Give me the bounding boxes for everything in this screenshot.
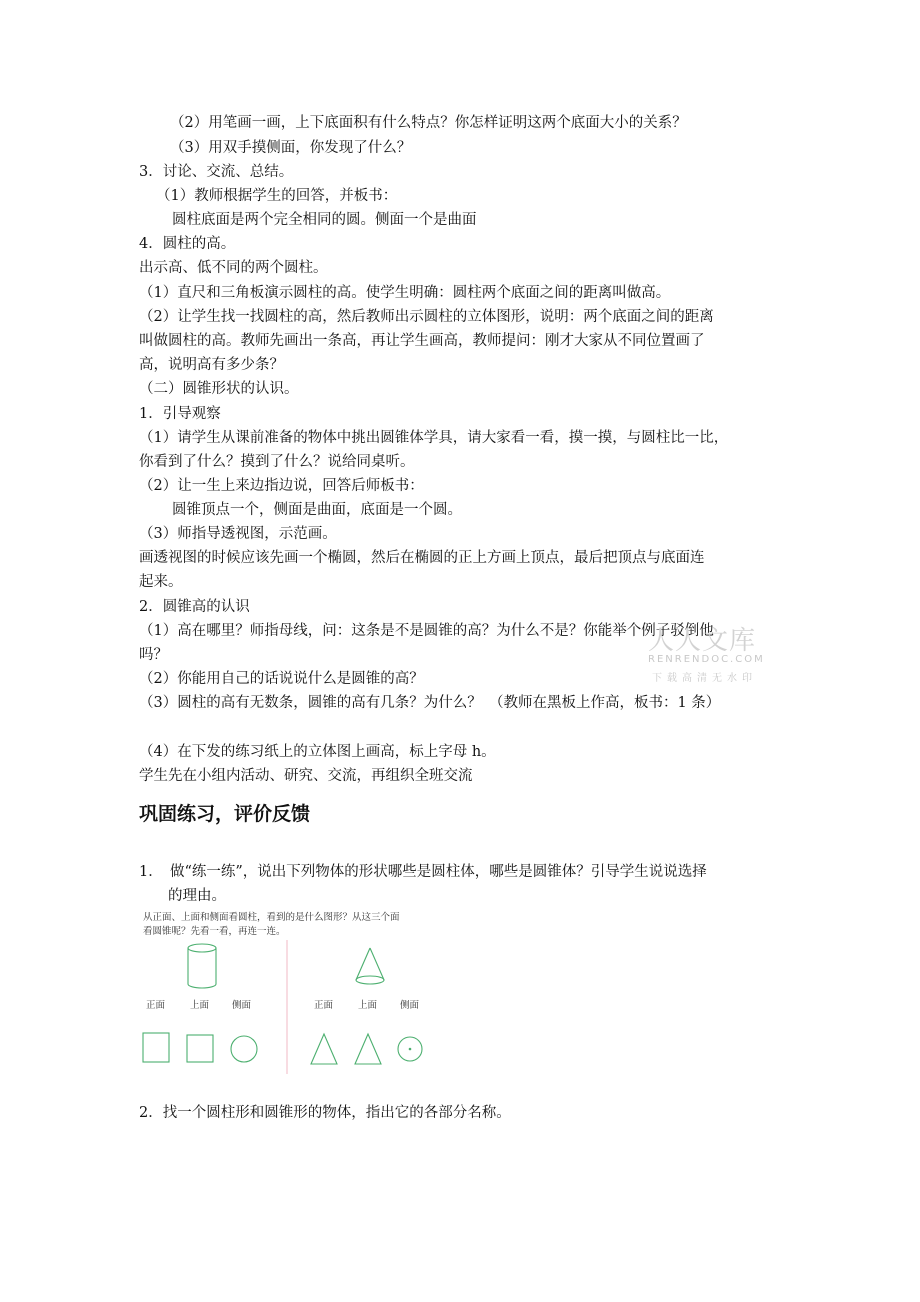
text-line: 吗？: [139, 647, 168, 663]
text-line: （2）让一生上来边指边说，回答后师板书：: [139, 478, 424, 494]
text-line: （3）圆柱的高有无数条，圆锥的高有几条？为什么？ （教师在黑板上作高，板书：1 条）: [139, 695, 721, 711]
text-line: （3）师指导透视图，示范画。: [139, 526, 337, 542]
section-heading: 巩固练习，评价反馈: [139, 803, 311, 825]
triangle-icon: [355, 1034, 381, 1064]
text-line: 起来。: [139, 574, 183, 590]
view-label-front: 正面: [146, 1000, 166, 1011]
text-line: （2）用笔画一画，上下底面积有什么特点？你怎样证明这两个底面大小的关系？: [170, 115, 687, 131]
cone-icon: [356, 948, 384, 984]
square-icon: [187, 1035, 213, 1062]
exercise-item-1: 1． 做“练一练”，说出下列物体的形状哪些是圆柱体，哪些是圆锥体？引导学生说说选择: [139, 864, 707, 880]
shapes-figure: [140, 938, 440, 1078]
text-line: （1）高在哪里？师指母线，问：这条是不是圆锥的高？为什么不是？你能举个例子驳倒他: [139, 623, 714, 639]
figure-instruction: 从正面、上面和侧面看圆柱，看到的是什么图形？从这三个面: [143, 912, 400, 923]
view-label-top: 上面: [190, 1000, 210, 1011]
view-label-side: 侧面: [232, 1000, 252, 1011]
exercise-item-2: 2．找一个圆柱形和圆锥形的物体，指出它的各部分名称。: [139, 1105, 511, 1121]
text-line: 你看到了什么？摸到了什么？说给同桌听。: [139, 454, 415, 470]
exercise-item-1-cont: 的理由。: [168, 888, 226, 904]
text-line: 2．圆锥高的认识: [139, 599, 250, 615]
circle-icon: [231, 1036, 257, 1062]
text-line: （1）请学生从课前准备的物体中挑出圆锥体学具，请大家看一看，摸一摸，与圆柱比一比，: [139, 430, 729, 446]
view-label-side: 侧面: [400, 1000, 420, 1011]
text-line: （4）在下发的练习纸上的立体图上画高，标上字母 h。: [139, 744, 496, 760]
text-line: 圆锥顶点一个，侧面是曲面，底面是一个圆。: [172, 502, 462, 518]
watermark-title: 人人文库: [648, 626, 757, 656]
watermark-slogan: 下载高清无水印: [652, 673, 757, 684]
text-line: 高，说明高有多少条？: [139, 357, 284, 373]
text-line: 学生先在小组内活动、研究、交流，再组织全班交流: [139, 768, 473, 784]
text-line: （2）让学生找一找圆柱的高，然后教师出示圆柱的立体图形，说明：两个底面之间的距离: [139, 309, 714, 325]
text-line: （3）用双手摸侧面，你发现了什么？: [170, 140, 412, 156]
triangle-icon: [311, 1034, 337, 1064]
watermark-url: RENRENDOC.COM: [648, 654, 765, 665]
text-line: 圆柱底面是两个完全相同的圆。侧面一个是曲面: [172, 212, 477, 228]
square-icon: [143, 1033, 169, 1062]
center-dot-icon: [409, 1048, 412, 1051]
cylinder-icon: [188, 944, 216, 988]
text-line: 1．引导观察: [139, 406, 221, 422]
text-line: （二）圆锥形状的认识。: [139, 381, 299, 397]
text-line: （2）你能用自己的话说说什么是圆锥的高？: [139, 671, 424, 687]
figure-instruction: 看圆锥呢？先看一看，再连一连。: [143, 926, 286, 937]
text-line: 4．圆柱的高。: [139, 236, 236, 252]
text-line: 叫做圆柱的高。教师先画出一条高，再让学生画高，教师提问：刚才大家从不同位置画了: [139, 333, 705, 349]
text-line: 画透视图的时候应该先画一个椭圆，然后在椭圆的正上方画上顶点，最后把顶点与底面连: [139, 550, 705, 566]
text-line: （1）教师根据学生的回答，并板书：: [156, 188, 398, 204]
text-line: 3．讨论、交流、总结。: [139, 164, 294, 180]
text-line: （1）直尺和三角板演示圆柱的高。使学生明确：圆柱两个底面之间的距离叫做高。: [139, 285, 671, 301]
text-line: 出示高、低不同的两个圆柱。: [139, 260, 328, 276]
view-label-top: 上面: [358, 1000, 378, 1011]
view-label-front: 正面: [314, 1000, 334, 1011]
